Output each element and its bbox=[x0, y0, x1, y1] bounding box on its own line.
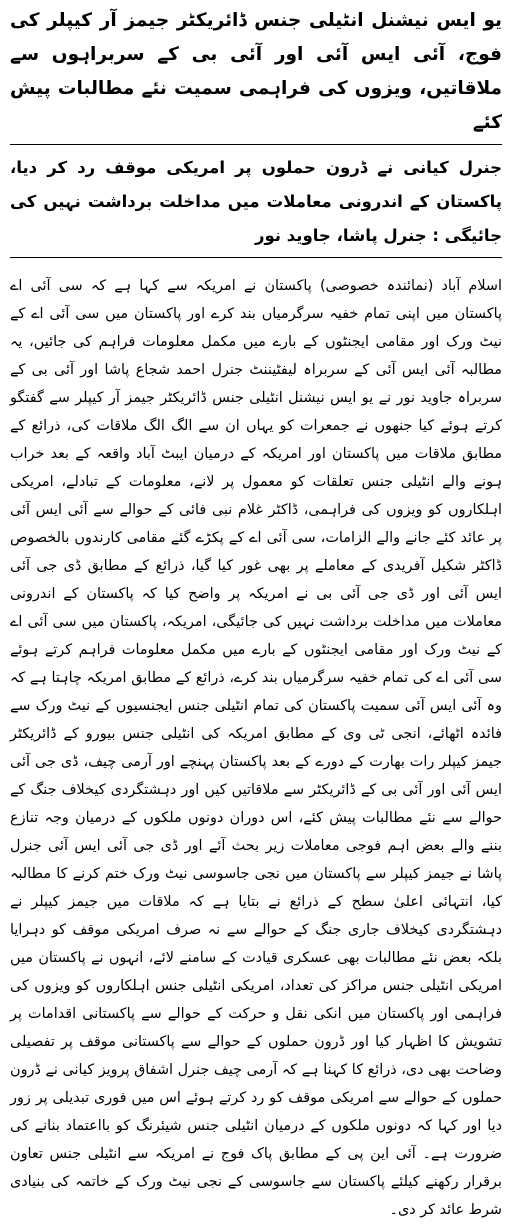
subheadline-divider bbox=[10, 257, 502, 258]
headline-divider bbox=[10, 144, 502, 145]
article-body: اسلام آباد (نمائندہ خصوصی) پاکستان نے امریکہ سے کہا ہے کہ سی آئی اے پاکستان میں اپنی تمام خفیہ سرگرمیاں بند کرے اور پاکستان میں سی آئی اے کے نیٹ ورک اور مقامی ایجنٹوں کے بارے میں مکمل معلومات فراہم کی جائیں، یہ مطالبہ آئی ایس آئی کے سربراہ لیفٹیننٹ جنرل احمد شجاع پاشا اور آئی بی کے سربراہ جاوید نور نے یو ایس نیشنل انٹیلی جنس ڈائریکٹر جیمز آر کیپلر سے گفتگو کرتے ہوئے کیا جنھوں نے جمعرات کو یہاں ان سے الگ الگ ملاقات کی، ذرائع کے مطابق ملاقات میں پاکستان اور امریکہ کے درمیان ایبٹ آباد واقعہ کے بعد خراب ہونے والے انٹیلی جنس تعلقات کو معمول پر لانے، معلومات کے تبادلے، امریکی اہلکاروں کو ویزوں کی فراہمی، ڈاکٹر غلام نبی فائی کے حوالے سے آئی ایس آئی پر عائد کئے جانے والے الزامات، سی آئی اے کے پکڑے گئے مقامی کارندوں بالخصوص ڈاکٹر شکیل آفریدی کے معاملے پر بھی غور کیا گیا، ذرائع کے مطابق ڈی جی آئی ایس آئی اور ڈی جی آئی بی نے امریکہ پر واضح کیا کہ پاکستان کے اندرونی معاملات میں مداخلت برداشت نہیں کی جائیگی، امریکہ، پاکستان میں سی آئی اے کے نیٹ ورک اور مقامی ایجنٹوں کے بارے میں مکمل معلومات فراہم کرتے ہوئے سی آئی اے کی تمام خفیہ سرگرمیاں بند کرے، ذرائع کے مطابق امریکہ چاہتا ہے کہ وہ آئی ایس آئی سمیت پاکستان کی تمام انٹیلی جنس ایجنسیوں کے نیٹ ورک سے فائدہ اٹھائے، انجی ٹی وی کے مطابق امریکہ کی انٹیلی جنس بیورو کے ڈائریکٹر جیمز کیپلر رات بھارت کے دورے کے بعد پاکستان پہنچے اور آرمی چیف، ڈی جی آئی ایس آئی اور آئی بی کے ڈائریکٹر سے ملاقاتیں کیں اور دہشتگردی کیخلاف جنگ کے حوالے سے نئے مطالبات پیش کئے، اس دوران دونوں ملکوں کے درمیان وجہ تنازع بننے والے بعض اہم فوجی معاملات زیر بحث آئے اور ڈی جی آئی ایس آئی جنرل پاشا نے جیمز کیپلر سے پاکستان میں نجی جاسوسی نیٹ ورک ختم کرنے کا مطالبہ کیا، انتہائی اعلیٰ سطح کے ذرائع نے بتایا ہے کہ ملاقات میں جیمز کیپلر نے دہشتگردی کیخلاف جاری جنگ کے حوالے سے نہ صرف امریکی موقف کو دہرایا بلکہ بعض نئے مطالبات بھی عسکری قیادت کے سامنے لائے، انہوں نے پاکستان میں امریکی انٹیلی جنس مراکز کی تعداد، امریکی انٹیلی جنس اہلکاروں کو ویزوں کی فراہمی اور پاکستان میں انکی نقل و حرکت کے حوالے سے پاکستانی اقدامات پر تشویش کا اظہار کیا اور ڈرون حملوں کے حوالے سے پاکستانی موقف پر تفصیلی وضاحت بھی دی، ذرائع کا کہنا ہے کہ آرمی چیف جنرل اشفاق پرویز کیانی نے ڈرون حملوں کے حوالے سے امریکی موقف کو رد کرتے ہوئے اس میں فوری تبدیلی پر زور دیا اور کہا کہ دونوں ملکوں کے درمیان انٹیلی جنس شیئرنگ کو بااعتماد بنانے کی ضرورت ہے۔ آئی این پی کے مطابق پاک فوج نے امریکہ سے انٹیلی جنس تعاون برقرار رکھنے کیلئے پاکستان سے جاسوسی کے نجی نیٹ ورک کے خاتمہ کی بنیادی شرط عائد کر دی۔ bbox=[10, 278, 502, 1218]
headline: یو ایس نیشنل انٹیلی جنس ڈائریکٹر جیمز آر کیپلر کی فوج، آئی ایس آئی اور آئی بی کے سربراہوں سے ملاقاتیں، ویزوں کی فراہمی سمیت نئے مطالبات پیش کئے bbox=[10, 10, 502, 133]
subheadline: جنرل کیانی نے ڈرون حملوں پر امریکی موقف رد کر دیا، پاکستان کے اندرونی معاملات میں مداخلت برداشت نہیں کی جائیگی : جنرل پاشا، جاوید نور bbox=[10, 158, 502, 245]
